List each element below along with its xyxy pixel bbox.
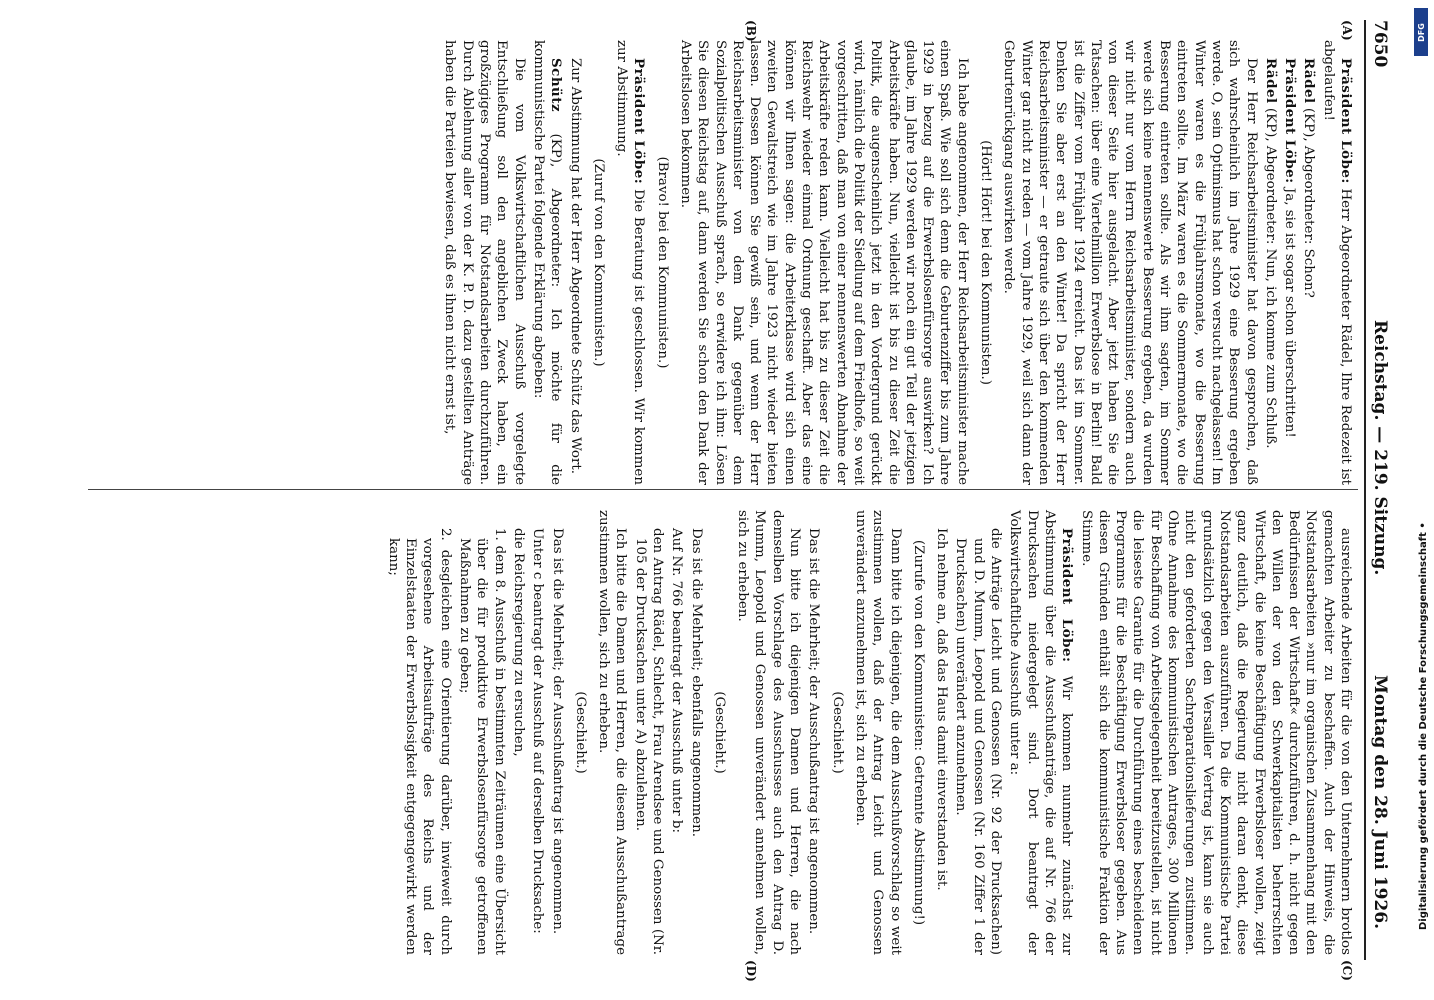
paragraph	[1319, 40, 1354, 485]
paragraph	[530, 40, 565, 485]
paragraph-text: Ich bitte die Damen und Herren, die diesem Ausschußantrage zustimmen wollen, sich zu erheben.	[596, 510, 629, 955]
digitization-note-text: Digitalisierung gefördert durch die Deutsche Forschungsgemeinschaft •	[1418, 522, 1429, 930]
paragraph-text: Das ist die Mehrheit; ebenfalls angenommen.	[688, 528, 704, 837]
paragraph-text: Ja, sie ist sogar schon überschritten!	[1282, 187, 1298, 438]
speaker-name: Präsident Löbe:	[1059, 528, 1076, 663]
paragraph-text: Das ist die Mehrheit; der Ausschußantrag ist angenommen.	[549, 528, 565, 935]
paragraph-text: Das ist die Mehrheit; der Ausschußantrag ist angenommen.	[806, 528, 822, 935]
speaker-name: Rädel	[1262, 58, 1279, 104]
interjection: (Zurufe von den Kommunisten: Getrennte Abstimmung!)	[910, 539, 926, 926]
quoted-motion: den Antrag Rädel, Schlecht, Frau Arendsee und Genossen (Nr. 105 der Drucksachen unter A) abzulehnen.	[632, 528, 666, 955]
paragraph-text: (KP), Abgeordneter: Schon?	[1301, 107, 1317, 298]
margin-marker-a: (A)	[1340, 20, 1354, 41]
paragraph-text: Ich habe angenommen, der Herr Reichsarbeitsminister mache einen Spaß. Wie soll sich denn die Geburtenziffer bis zum Jahre 1929 in bezug auf die Erwerbslosenfürsorge auswirken? Ich glaube, im Jahre 1929 werden wir noch ein gut Teil der jetzigen Arbeitskräfte haben. Nun, vielleicht ist bis zu dieser Zeit die Politik, die augenscheinlich jetzt in den Vordergrund gerückt wird, nämlich die Politik der Siedlung auf dem Friedhofe, so weit vorgeschritten, daß man von einer nennenswerten Abnahme der Arbeitskräfte reden kann. Vielleicht hat bis zu dieser Zeit die Reichswehr wieder einmal Ordnung geschafft. Aber das eine können wir Ihnen sagen: die Arbeiterklasse wird sich einen zweiten Gewaltstreich wie im Jahre 1923 nicht wieder bieten lassen. Dessen können Sie gewiß sein, und wenn der Herr Reichsarbeitsminister von dem Dank gegenüber dem Sozialpolitischen Ausschuß sprach, so erwidere ich ihm: Lösen Sie diesen Reichstag auf, dann werden Sie schon den Dank der Arbeitslosen bekommen.	[678, 40, 970, 485]
paragraph-text: Nun bitte ich diejenigen Damen und Herren, die nach demselben Vorschlage des Ausschusses auch den Antrag D. Mumm, Leopold und Genossen unverändert annehmen wollen, sich zu erheben.	[735, 510, 803, 955]
rotated-document-page	[68, 20, 1398, 980]
speaker-name: Rädel	[1301, 58, 1318, 104]
margin-marker-b: (B)	[744, 20, 758, 42]
paragraph-text: (KP), Abgeordneter: Nun, ich komme zum Schluß.	[1262, 107, 1278, 449]
page-content	[68, 20, 1398, 980]
interjection: (Hört! Hört! bei den Kommunisten.)	[978, 140, 994, 385]
interjection: (Geschieht.)	[829, 691, 845, 774]
paragraph	[566, 40, 583, 485]
paragraph	[548, 510, 565, 955]
paragraph	[687, 510, 704, 955]
paragraph-text: ausreichende Arbeiten für die von den Unternehmern brotlos gemachten Arbeiter zu beschaffen. Auch der Hinweis, die Notstandsarbeiten »nur im organischen Zusammenhang mit den Bedürfnissen der Wirtschaft« durchzuführen, d. h. nicht gegen den Willen der von den Schwerkapitalisten beherrschten Wirtschaft, die keine Beschäftigung Erwerbsloser wollen, zeigt ganz deutlich, daß die Regierung nicht daran denkt, diese Notstandsarbeiten auszuführen. Da die Kommunistische Partei grundsätzlich gegen den Versailler Vertrag ist, kann sie auch nicht den geforderten Sachreparationslieferungen zustimmen. Ohne Annahme des kommunistischen Antrages, 300 Millionen für Beschaffung von Arbeitsgelegenheit bereitzustellen, ist nicht die leiseste Garantie für die Durchführung eines bescheidenen Programms für die Beschäftigung Erwerbsloser gegeben. Aus diesen Gründen enthält sich die kommunistische Fraktion der Stimme.	[1078, 510, 1353, 955]
paragraph-text: Der Herr Reichsarbeitsminister hat davon gesprochen, daß sich wahrscheinlich im Jahre 1929 eine Besserung ergeben werde. O, sein Optimismus hat schon versucht nachgelassen! Im Winter waren es die Frühjahrsmonate, wo die Besserung eintreten sollte. Im März waren es die Sommermonate, wo die Besserung eintreten sollte. Als wir ihm sagten, im Sommer werde sich keine nennenswerte Besserung ergeben, da wurden wir nicht nur vom Herrn Reichsarbeitsminister, sondern auch von dieser Seite hier ausgelacht. Aber jetzt haben Sie die Tatsachen: über eine Viertelmillion Erwerbslose in Berlin! Bald ist die Ziffer vom Frühjahr 1924 erreicht. Das ist im Sommer. Denken Sie aber erst an den Winter! Da spricht der Herr Reichsarbeitsminister — er getraute sich über den kommenden Winter gar nicht zu reden — vom Jahre 1929, weil sich dann der Geburtenrückgang auswirken werde.	[1001, 40, 1259, 485]
paragraph	[1006, 510, 1075, 955]
paragraph	[852, 510, 904, 955]
paragraph	[1281, 40, 1298, 485]
paragraph-text: Zur Abstimmung hat der Herr Abgeordnete Schütz das Wort.	[567, 58, 583, 475]
margin-marker-c: (C)	[1340, 960, 1354, 981]
header-date: Montag den 28. Juni 1926.	[1370, 675, 1390, 930]
page-header	[1364, 20, 1398, 960]
paragraph	[734, 510, 803, 955]
quoted-motion: 1. dem 8. Ausschuß in bestimmten Zeiträumen eine Übersicht über die für produktive Erwerbslosenfürsorge getroffenen Maßnahmen zu geben;	[457, 528, 507, 955]
paragraph-text: Wir kommen nunmehr zunächst zur Abstimmung über die Ausschußanträge, die auf Nr. 766 der Drucksachen niedergelegt sind. Dort beantragt der Volkswirtschaftliche Ausschuß unter a:	[1007, 510, 1075, 955]
paragraph-text: Herr Abgeordneter Rädel, Ihre Redezeit ist abgelaufen!	[1320, 40, 1353, 485]
paragraph-text: (KP), Abgeordneter: Ich möchte für die kommunistische Partei folgende Erklärung abgeben:	[530, 40, 564, 485]
paragraph	[1300, 40, 1317, 485]
paragraph	[933, 510, 950, 955]
paragraph-text: Die vom Volkswirtschaftlichen Ausschuß vorgelegte Entschließung soll den angeblichen Zweck haben, ein großzügiges Programm für Notstandsarbeiten durchzuführen. Durch Ablehnung aller von der K. P. D. dazu gestellten Anträge haben die Parteien bewiesen, daß es ihnen nicht ernst ist,	[442, 40, 527, 485]
paragraph	[805, 510, 822, 955]
paragraph	[1262, 40, 1279, 485]
paragraph	[613, 40, 648, 485]
quoted-motion: 2. desgleichen eine Orientierung darüber, inwieweit durch vorgesehene Arbeitsaufträge des Reichs und der Einzelstaaten der Erwerbslosigkeit entgegengewirkt werden kann;	[385, 528, 453, 955]
interjection: (Geschieht.)	[711, 691, 727, 774]
speaker-name: Schütz	[548, 58, 565, 113]
speaker-name: Präsident Löbe:	[1282, 58, 1299, 184]
dfg-logo-text: DFG	[1416, 22, 1426, 42]
digitization-note	[1404, 70, 1432, 930]
paragraph-text: Auf Nr. 766 beantragt der Ausschuß unter b:	[669, 528, 685, 833]
paragraph	[529, 510, 546, 955]
quoted-motion: die Reichsregierung zu ersuchen,	[510, 528, 526, 757]
margin-marker-d: (D)	[744, 960, 758, 982]
column-divider	[88, 489, 1358, 490]
paragraph	[677, 40, 971, 485]
page-number: 7650	[1370, 20, 1390, 68]
right-column	[383, 510, 1354, 955]
speaker-name: Präsident Löbe:	[1338, 58, 1354, 184]
left-column	[439, 40, 1354, 485]
interjection: (Geschieht.)	[572, 691, 588, 774]
paragraph	[668, 510, 685, 955]
paragraph-text: Die Beratung ist geschlossen. Wir kommen zur Abstimmung.	[614, 40, 647, 485]
dfg-logo	[1414, 8, 1428, 56]
paragraph-text: Ich nehme an, daß das Haus damit einverstanden ist.	[934, 528, 950, 891]
interjection: (Zuruf von den Kommunisten.)	[590, 158, 606, 367]
paragraph	[441, 40, 527, 485]
paragraph-text: Dann bitte ich diejenigen, die dem Ausschußvorschlag so weit zustimmen wollen, daß der Antrag Leicht und Genossen unverändert anzunehmen ist, sich zu erheben.	[852, 510, 903, 955]
quoted-motion: die Anträge Leicht und Genossen (Nr. 92 der Drucksachen) und D. Mumm, Leopold und Genossen (Nr. 160 Ziffer 1 der Drucksachen) unverändert anzunehmen.	[953, 528, 1004, 955]
paragraph	[1077, 510, 1354, 955]
paragraph-text: Unter c beantragt der Ausschuß auf derselben Drucksache:	[530, 528, 546, 934]
paragraph	[1000, 40, 1259, 485]
interjection: (Bravo! bei den Kommunisten.)	[654, 156, 670, 369]
header-session: Reichstag. — 219. Sitzung.	[1370, 320, 1390, 576]
speaker-name: Präsident Löbe:	[631, 58, 648, 185]
paragraph	[595, 510, 630, 955]
